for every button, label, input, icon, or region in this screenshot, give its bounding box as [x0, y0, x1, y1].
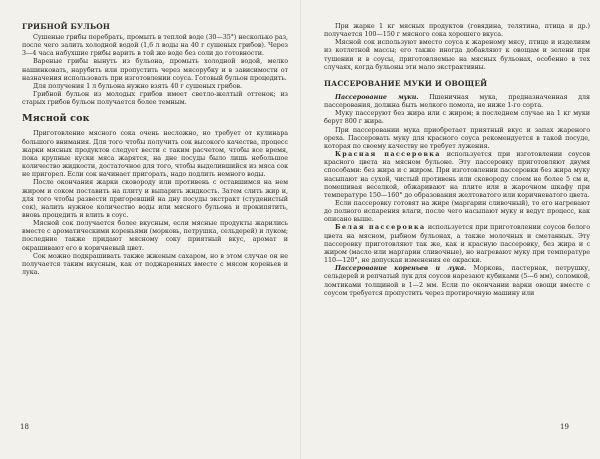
paragraph: Сок можно подкрашивать также жженым сахаром, но в этом случае он не получается таким вкусным, как от поджаренных вместе с мясом кореньев и лука. — [22, 251, 288, 277]
paragraph-text: используется при изготовлении соусов красного цвета на мясном бульоне. Эту пассеровку приготовляют двумя способами: без жира и с жиром. При изготовлении пассеровки без жира муку насыпают на сухой, чистый противень или сковороду слоем не более 5 см и, помешивая веселкой, обжаривают на плите или в жарочном шкафу при температуре 150—160° до образования желтоватого или коричневатого цвета. — [324, 150, 591, 199]
paragraph — [324, 150, 590, 199]
paragraph-text: используется при приготовлении соусов белого цвета на мясном, рыбном бульонах, а также молочных и сметанных. Эту пассеровку приготовляют так же, как и красную пассеровку, без жира и с жиром (масло или маргарин сливочные), но нагревают муку при температуре 110—120°, не допуская изменения ее окраски. — [324, 223, 590, 265]
paragraph: Для получения 1 л бульона нужно взять 40 г сушеных грибов. — [33, 81, 243, 90]
paragraph: Сушеные грибы перебрать, промыть в теплой воде (30—35°) несколько раз, после чего залить холодной водой (1,6 л воды на 40 г сушеных грибов). Через 3—4 часа набухшие грибы варить в той же воде без соли до готовности. — [22, 33, 288, 58]
paragraph: Грибной бульон из молодых грибов имеет светло-желтый оттенок; из старых грибов бульон получается более темным. — [22, 90, 288, 107]
paragraph: При пассеровании мука приобретает приятный вкус и запах жареного ореха. Пассеровать муку для красного соуса рекомендуется в такой посуде, которая по своему качеству не требует лужения. — [324, 125, 590, 150]
page-gutter — [300, 0, 301, 459]
paragraph: Если пассеровку готовят на жире (маргарин сливочный), то его нагревают до полного испарения влаги, после чего насыпают муку и ведут процесс, как описано выше. — [324, 198, 590, 224]
paragraph: Мясной сок получается более вкусным, если мясные продукты жарились вместе с ароматическими кореньями (морковь, петрушка, сельдерей) и луком; последние также придают мясному соку приятный вкус, аромат и окрашивают его в коричневый цвет. — [22, 219, 288, 252]
left-page — [22, 22, 288, 276]
paragraph — [324, 223, 590, 264]
run-in-heading: Красная пассеровка — [335, 150, 441, 159]
heading-sauteing: ПАССЕРОВАНИЕ МУКИ И ОВОЩЕЙ — [324, 78, 488, 88]
paragraph — [324, 93, 590, 109]
run-in-heading: Пассерование муки. — [335, 92, 419, 101]
paragraph: Приготовление мясного сока очень несложно, но требует от кулинара большого внимания. Для того чтобы получить сок высокого качества, процесс жарки мясных продуктов следует вести с таким расчетом, чтобы все время, пока крупные куски мяса жарятся, на дне посуды было лишь небольшое количество жидкости, достаточное для того, чтобы выделившийся из мяса сок не пригорел. Если сок начинает пригорать, надо подлить немного воды. — [22, 129, 289, 179]
page-number-right: 19 — [560, 423, 569, 431]
run-in-heading: Белая пассеровка — [335, 223, 426, 232]
page-number-left: 18 — [20, 423, 29, 431]
paragraph: Муку пассеруют без жира или с жиром; в последнем случае на 1 кг муки берут 800 г жира. — [324, 109, 590, 126]
paragraph — [324, 264, 590, 297]
right-page — [324, 22, 590, 297]
paragraph: После окончания жарки сковороду или противень с оставшимся на нем жиром и соком поставить на плиту и выпарить жидкость. Затем слить жир и, для того чтобы развести пригоревший на дну посуды экстракт (студенистый сок), налить нужное количество воды или мясного бульона и прокипятить, вновь процедить и влить в соус. — [22, 178, 288, 219]
paragraph: Мясной сок используют вместо соуса к жареному мясу, птице и изделиям из котлетной массы; его также иногда добавляют к овощам и зелени при тушении и в соусы, приготовляемые на мясных бульонах, особенно в тех случаях, когда бульоны эти мало экстрактивны. — [324, 38, 590, 71]
heading-meat-juice: Мясной сок — [22, 113, 90, 125]
paragraph: При жарке 1 кг мясных продуктов (говядина, телятина, птица и др.) получается 100—150 г мясного сока хорошего вкуса. — [324, 22, 590, 39]
paragraph: Вареные грибы вынуть из бульона, промыть холодной водой, мелко нашинковать, нарубить или пропустить через мясорубку и в зависимости от назначения использовать при изготовлении соуса. Готовый бульон процедить. — [22, 57, 288, 82]
run-in-heading: Пассерование кореньев и лука. — [335, 264, 467, 273]
heading-mushroom-broth: ГРИБНОЙ БУЛЬОН — [22, 22, 111, 31]
paragraph-text: Пшеничная мука, предназначенная для пассерования, должна быть мелкого помола, не ниже 1-го сорта. — [324, 92, 590, 110]
paragraph-text: Морковь, пастернак, петрушку, сельдерей и репчатый лук для соусов нарезают кубиками (5—6 мм), соломкой, ломтиками толщиной в 1—2 мм. Если по окончании варки овощи вместе с соусом требуется пропустить через протирочную машину или — [324, 264, 590, 297]
